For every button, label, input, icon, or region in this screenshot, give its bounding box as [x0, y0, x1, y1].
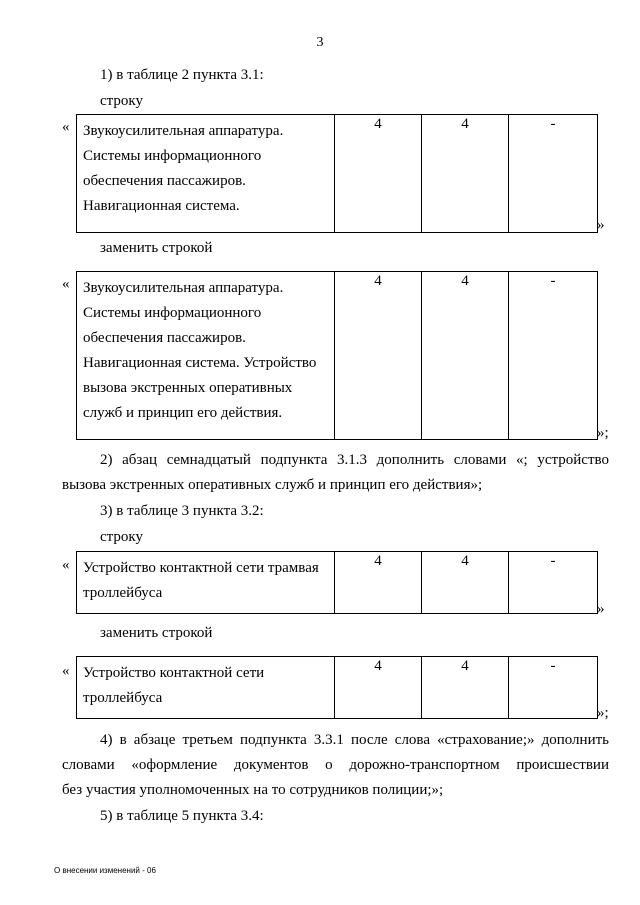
item1-row-word: строку: [100, 93, 143, 109]
table-c-description: [77, 552, 335, 614]
table-d-open-quote: «: [62, 663, 70, 679]
page-number: 3: [316, 35, 324, 50]
table-c-open-quote: «: [62, 557, 70, 573]
table-a-open-quote: «: [62, 119, 70, 135]
table-b-description: [77, 272, 335, 440]
table-a-desc-line: обеспечения пассажиров.: [83, 173, 246, 189]
table-d-description: [77, 657, 335, 719]
item3-title: 3) в таблице 3 пункта 3.2:: [100, 503, 264, 519]
item4-line2: словами «оформление документов о дорожно-транспортном происшествии: [62, 757, 609, 773]
table-a-description: [77, 115, 335, 233]
table-c-desc-line: троллейбуса: [83, 585, 163, 601]
item3-row-word: строку: [100, 529, 143, 545]
table-a-desc-line: Системы информационного: [83, 148, 262, 164]
item1-title: 1) в таблице 2 пункта 3.1:: [100, 67, 264, 83]
table-a: [76, 114, 598, 233]
table-c-desc-line: Устройство контактной сети трамвая: [83, 560, 319, 576]
table-c-cell-1: 4: [335, 552, 422, 614]
item2-line2: вызова экстренных оперативных служб и принцип его действия»;: [62, 477, 483, 493]
table-d-cell-2: 4: [422, 657, 509, 719]
item5-title: 5) в таблице 5 пункта 3.4:: [100, 808, 264, 824]
table-d-desc-line: Устройство контактной сети: [83, 665, 265, 681]
table-d-cell-1: 4: [335, 657, 422, 719]
table-b-cell-2: 4: [422, 272, 509, 440]
table-b-desc-line: Звукоусилительная аппаратура.: [83, 280, 284, 296]
table-b-close-quote: »;: [597, 425, 609, 441]
item1-replace-word: заменить строкой: [100, 240, 213, 256]
table-b-open-quote: «: [62, 276, 70, 292]
table-b-desc-line: вызова экстренных оперативных: [83, 380, 293, 396]
table-c: [76, 551, 598, 614]
table-d-close-quote: »;: [597, 705, 609, 721]
table-c-close-quote: »: [597, 601, 605, 617]
table-d: [76, 656, 598, 719]
item2-line1: 2) абзац семнадцатый подпункта 3.1.3 дополнить словами «; устройство: [100, 452, 609, 468]
item3-replace-word: заменить строкой: [100, 625, 213, 641]
table-a-desc-line: Навигационная система.: [83, 198, 240, 214]
table-b-cell-1: 4: [335, 272, 422, 440]
table-d-desc-line: троллейбуса: [83, 690, 163, 706]
table-b: [76, 271, 598, 440]
table-d-cell-3: -: [509, 657, 598, 719]
table-b-desc-line: Навигационная система. Устройство: [83, 355, 317, 371]
table-c-cell-3: -: [509, 552, 598, 614]
table-b-cell-3: -: [509, 272, 598, 440]
table-a-cell-3: -: [509, 115, 598, 233]
table-a-cell-2: 4: [422, 115, 509, 233]
table-b-desc-line: обеспечения пассажиров.: [83, 330, 246, 346]
table-a-cell-1: 4: [335, 115, 422, 233]
table-a-desc-line: Звукоусилительная аппаратура.: [83, 123, 284, 139]
item4-line1: 4) в абзаце третьем подпункта 3.3.1 после слова «страхование;» дополнить: [100, 732, 609, 748]
table-b-desc-line: Системы информационного: [83, 305, 262, 321]
footer-note: О внесении изменений - 06: [54, 866, 156, 875]
table-a-close-quote: »: [597, 217, 605, 233]
table-b-desc-line: служб и принцип его действия.: [83, 405, 283, 421]
item4-line3: без участия уполномоченных на то сотрудников полиции;»;: [62, 782, 444, 798]
table-c-cell-2: 4: [422, 552, 509, 614]
